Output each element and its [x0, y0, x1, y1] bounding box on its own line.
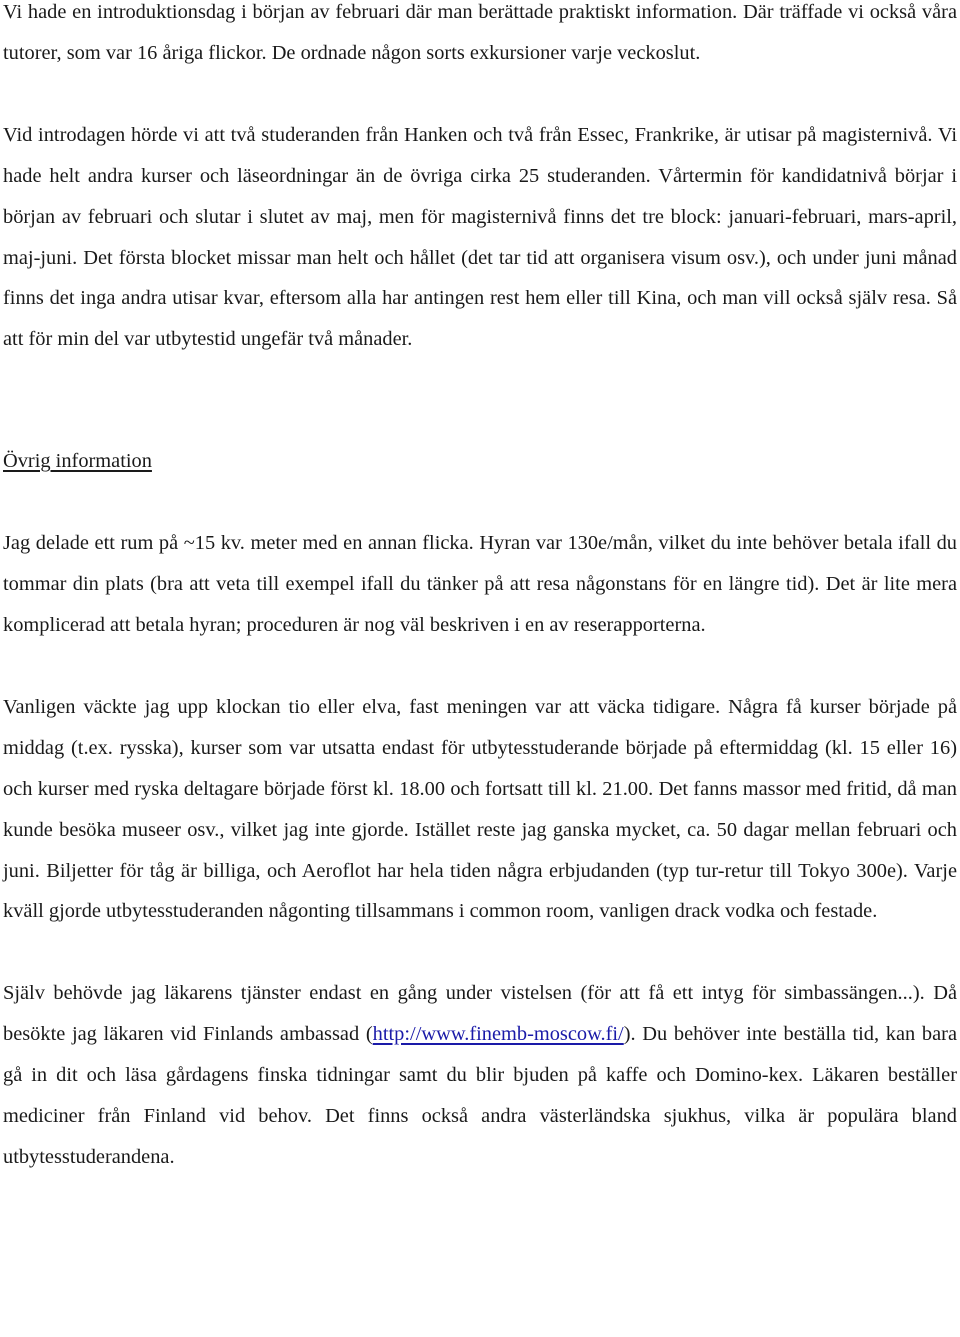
paragraph-study-levels: Vid introdagen hörde vi att två studeranden från Hanken och två från Essec, Frankrike, är utisar på magisternivå. Vi hade helt andra kurser och läseordningar än de övriga cirka 25 studeranden. Vårtermin för kandidatnivå börjar i början av februari och slutar i slutet av maj, men för magisternivå finns det tre block: januari-februari, mars-april, maj-juni. Det första blocket missar man helt och hållet (det tar tid att organisera visum osv.), och under juni månad finns det inga andra utisar kvar, eftersom alla har antingen rest hem eller till Kina, och man vill också själv resa. Så att för min del var utbytestid ungefär två månader.	[3, 123, 957, 351]
healthcare-text-after-link: ). Du behöver inte beställa tid, kan bara gå in dit och läsa gårdagens finska tidningar samt du blir bjuden på kaffe och Domino-kex. Läkaren beställer mediciner från Finland vid behov. Det finns också andra västerländska sjukhus, vilka är populära bland utbytesstuderandena.	[3, 1023, 957, 1168]
paragraph-healthcare	[3, 973, 957, 1178]
document-page	[3, 0, 957, 1178]
paragraph-daily-life: Vanligen väckte jag upp klockan tio eller elva, fast meningen var att väcka tidigare. Några få kurser började på middag (t.ex. rysska), kurser som var utsatta endast för utbytesstuderande började på eftermiddag (kl. 15 eller 16) och kurser med ryska deltagare började först kl. 18.00 och fortsatt till kl. 21.00. Det fanns massor med fritid, då man kunde besöka museer osv., vilket jag inte gjorde. Istället reste jag ganska mycket, ca. 50 dagar mellan februari och juni. Biljetter för tåg är billiga, och Aeroflot har hela tiden några erbjudanden (typ tur-retur till Tokyo 300e). Varje kväll gjorde utbytesstuderanden någonting tillsammans i common room, vanligen drack vodka och festade.	[3, 695, 957, 923]
paragraph-introduction: Vi hade en introduktionsdag i början av februari där man berättade praktiskt information. Där träffade vi också våra tutorer, som var 16 åriga flickor. De ordnade någon sorts exkursioner varje veckoslut.	[3, 1, 957, 64]
paragraph-spacer	[3, 646, 957, 687]
paragraph-spacer	[3, 74, 957, 115]
embassy-link[interactable]: http://www.finemb-moscow.fi/	[372, 1023, 624, 1046]
paragraph-spacer	[3, 482, 957, 523]
section-heading-ovrig-information: Övrig information	[3, 450, 152, 473]
paragraph-spacer	[3, 360, 957, 441]
healthcare-text-before-link: Själv behövde jag läkarens tjänster endast en gång under vistelsen (för att få ett intyg för simbassängen...). Då besökte jag läkaren vid Finlands ambassad (	[3, 982, 957, 1046]
paragraph-housing: Jag delade ett rum på ~15 kv. meter med en annan flicka. Hyran var 130e/mån, vilket du inte behöver betala ifall du tommar din plats (bra att veta till exempel ifall du tänker på att resa någonstans för en längre tid). Det är lite mera komplicerad att betala hyran; proceduren är nog väl beskriven i en av reserapporterna.	[3, 532, 957, 636]
paragraph-spacer	[3, 932, 957, 973]
